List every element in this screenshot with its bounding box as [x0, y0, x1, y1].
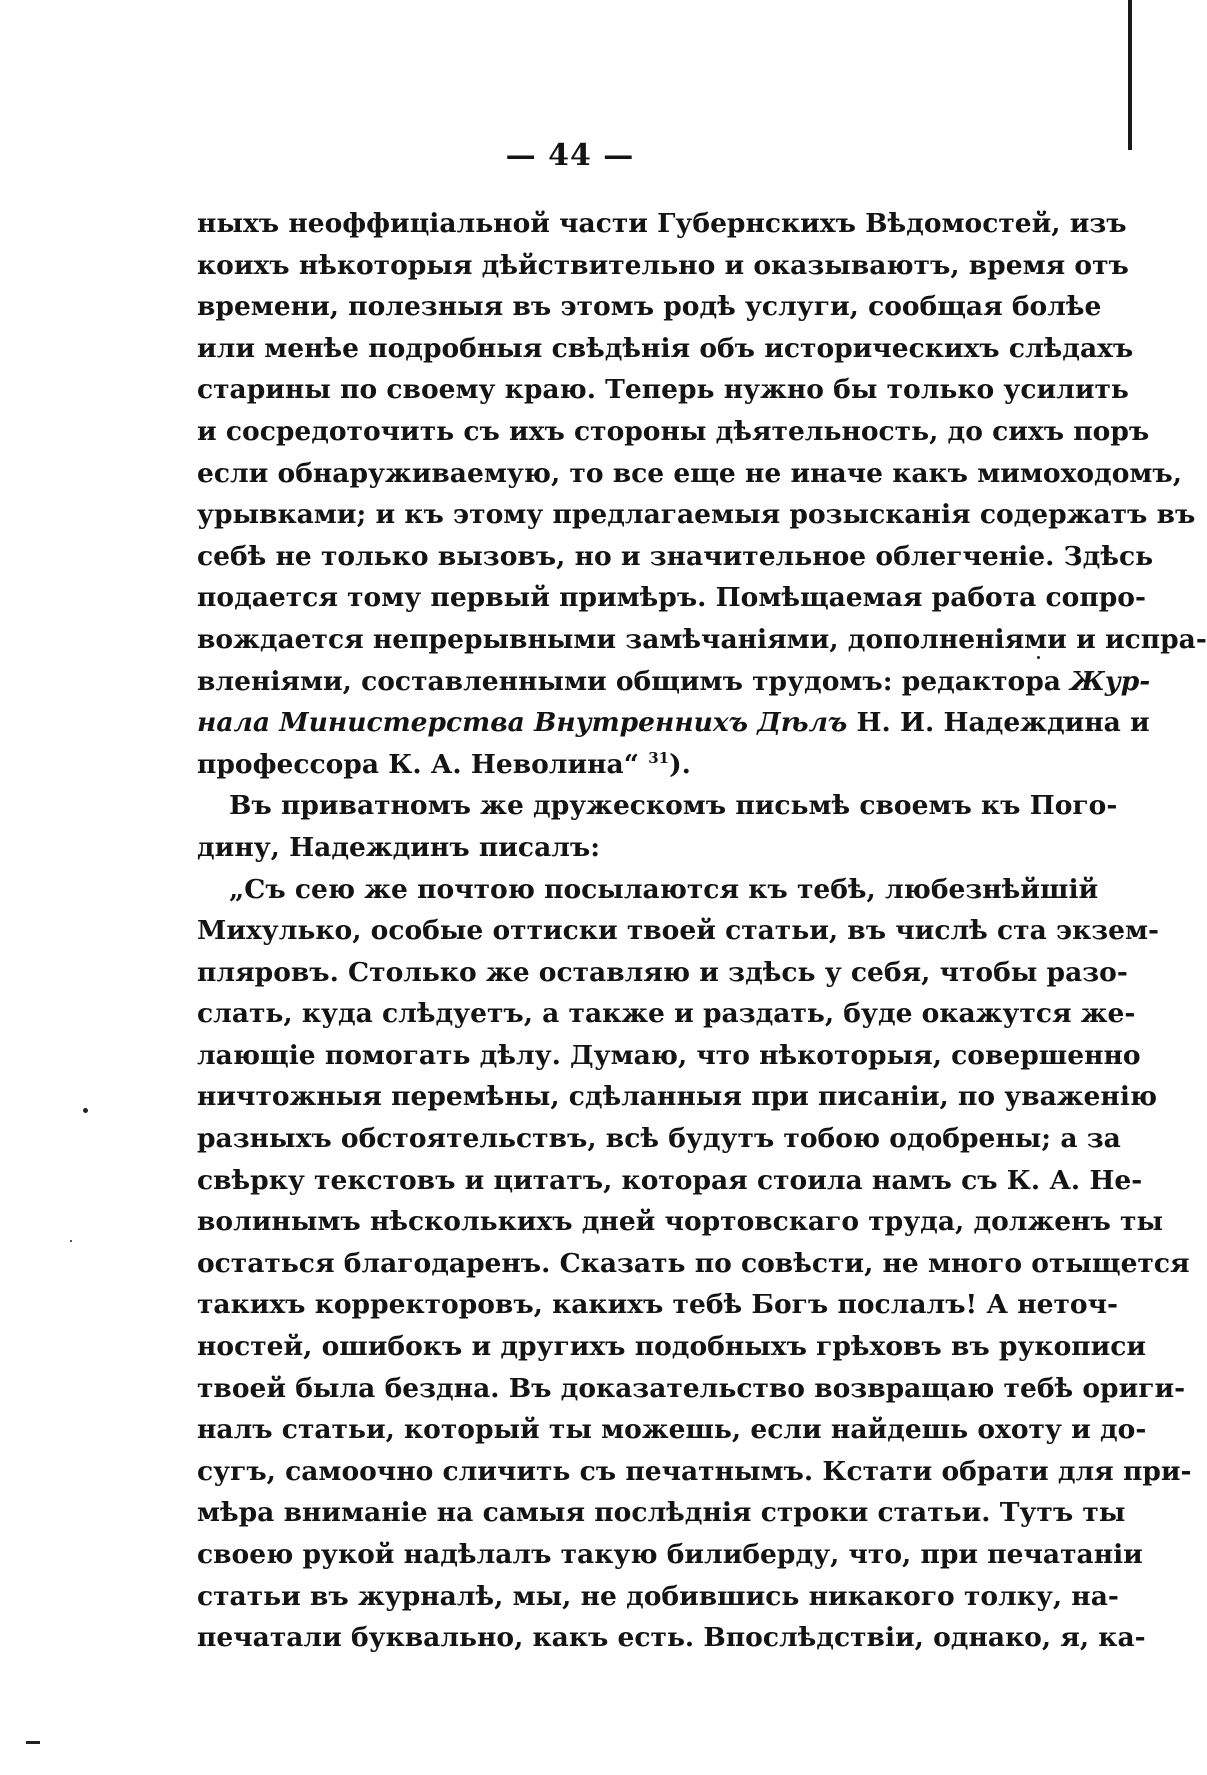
text-line: ничтожныя перемѣны, сдѣланныя при писаніи, по уваженію	[197, 1081, 1158, 1113]
text-line: такихъ корректоровъ, какихъ тебѣ Богъ послалъ! А неточ-	[197, 1289, 1118, 1321]
page-edge-scan-mark	[1128, 0, 1132, 150]
text-line: слать, куда слѣдуетъ, а также и раздать, буде окажутся же-	[197, 998, 1136, 1030]
scan-speck	[70, 1240, 72, 1242]
text-line: вождается непрерывными замѣчаніями, дополненіями и испра-	[197, 623, 1207, 655]
text-line: и сосредоточить съ ихъ стороны дѣятельность, до сихъ поръ	[197, 415, 1150, 447]
text-line: дину, Надеждинъ писалъ:	[197, 831, 601, 863]
text-line: ныхъ неоффиціальной части Губернскихъ Вѣдомостей, изъ	[197, 208, 1127, 239]
italic-journal-title: нала Министерства Внутреннихъ Дѣлъ	[197, 707, 848, 739]
text-segment: Н. И. Надеждина и	[847, 707, 1150, 739]
scan-speck	[1037, 656, 1040, 659]
text-line: остаться благодаренъ. Сказать по совѣсти, не много отыщется	[197, 1247, 1190, 1279]
text-line	[197, 661, 1151, 703]
text-line: разныхъ обстоятельствъ, всѣ будутъ тобою одобрены; а за	[197, 1123, 1121, 1155]
text-line: своею рукой надѣлалъ такую билиберду, что, при печатаніи	[197, 1539, 1143, 1570]
text-line: налъ статьи, который ты можешь, если найдешь охоту и до-	[197, 1414, 1147, 1446]
text-segment: вленіями, составленными общимъ трудомъ: редактора	[197, 665, 1071, 697]
text-line: ностей, ошибокъ и другихъ подобныхъ грѣховъ въ рукописи	[197, 1331, 1147, 1363]
text-line: мѣра вниманіе на самыя послѣднія строки статьи. Тутъ ты	[197, 1497, 1126, 1529]
text-line: себѣ не только вызовъ, но и значительное облегченіе. Здѣсь	[197, 540, 1154, 572]
text-line: свѣрку текстовъ и цитатъ, которая стоила намъ съ К. А. Не-	[197, 1164, 1143, 1196]
text-line: твоей была бездна. Въ доказательство возвращаю тебѣ ориги-	[197, 1372, 1186, 1404]
text-line: печатали буквально, какъ есть. Впослѣдствіи, однако, я, ка-	[197, 1622, 1146, 1654]
text-segment: ).	[669, 748, 691, 780]
text-line	[197, 702, 1150, 744]
page-number: — 44 —	[505, 138, 635, 173]
text-line: сугъ, самоочно сличить съ печатнымъ. Кстати обрати для при-	[197, 1455, 1192, 1487]
text-line: подается тому первый примѣръ. Помѣщаемая работа сопро-	[197, 582, 1146, 614]
text-line: коихъ нѣкоторыя дѣйствительно и оказываютъ, время отъ	[197, 249, 1129, 281]
italic-journal-title: Жур-	[1070, 665, 1151, 697]
text-segment: профессора К. А. Неволина“	[197, 748, 649, 780]
text-line: статьи въ журналѣ, мы, не добившись никакого толку, на-	[197, 1580, 1119, 1612]
body-text	[197, 203, 1207, 1659]
scan-dash-mark	[26, 1741, 40, 1744]
text-line: времени, полезныя въ этомъ родѣ услуги, сообщая болѣе	[197, 291, 1102, 323]
text-line: или менѣе подробныя свѣдѣнія объ историческихъ слѣдахъ	[197, 332, 1134, 364]
text-line: урывками; и къ этому предлагаемыя розысканія содержатъ въ	[197, 499, 1196, 531]
text-line: если обнаруживаемую, то все еще не иначе какъ мимоходомъ,	[197, 457, 1182, 489]
text-line	[197, 744, 1024, 786]
text-line: лающіе помогать дѣлу. Думаю, что нѣкоторыя, совершенно	[197, 1039, 1141, 1071]
text-line: старины по своему краю. Теперь нужно бы только усилить	[197, 374, 1129, 406]
scan-speck	[83, 1108, 88, 1113]
text-line: „Съ сею же почтою посылаются къ тебѣ, любезнѣйшій	[229, 873, 1099, 905]
footnote-reference: 31	[648, 748, 670, 767]
text-line: Въ приватномъ же дружескомъ письмѣ своемъ къ Пого-	[229, 790, 1118, 822]
text-line: пляровъ. Столько же оставляю и здѣсь у себя, чтобы разо-	[197, 956, 1128, 988]
text-line: Михулько, особые оттиски твоей статьи, въ числѣ ста экзем-	[197, 915, 1160, 947]
text-line: волинымъ нѣсколькихъ дней чортовскаго труда, долженъ ты	[197, 1206, 1164, 1238]
